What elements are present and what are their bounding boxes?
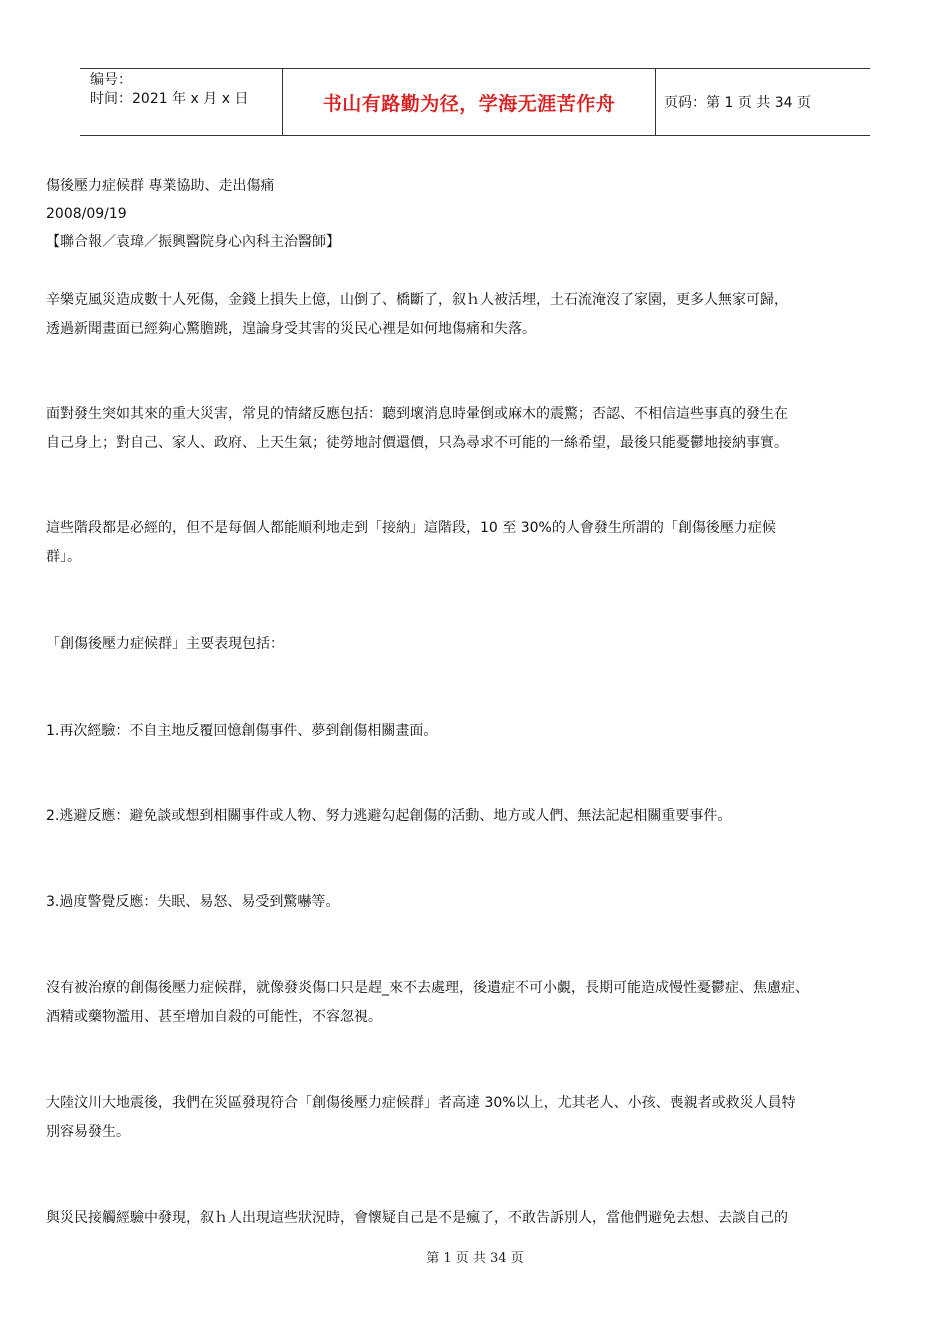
article-date: 2008/09/19 [46,206,127,222]
paragraph-7 [46,1204,788,1233]
list-item-3 [46,888,339,917]
list-item-1-text: 1.再次經驗：不自主地反覆回憶創傷事件、夢到創傷相關畫面。 [46,723,438,739]
header-motto: 书山有路勤为径，学海无涯苦作舟 [282,69,656,135]
paragraph-2-line-2: 自己身上；對自己、家人、政府、上天生氣；徒勞地討價還價，只為尋求不可能的一絲希望，最後只能憂鬱地接納事實。 [46,435,788,451]
article-byline: 【聯合報／袁瑋／振興醫院身心內科主治醫師】 [46,234,340,250]
paragraph-6 [46,1089,796,1147]
list-item-3-text: 3.過度警覺反應：失眠、易怒、易受到驚嚇等。 [46,894,340,910]
paragraph-1-line-1: 辛樂克風災造成數十人死傷，金錢上損失上億，山倒了、橋斷了，叙ｈ人被活埋，土石流淹沒了家園，更多人無家可歸， [46,292,788,308]
article-title: 傷後壓力症候群 專業協助、走出傷痛 [46,178,275,194]
header-page-info: 页码：第 1 页 共 34 页 [664,95,811,111]
list-item-2 [46,802,731,831]
list-item-2-text: 2.逃避反應：避免談或想到相關事件或人物、努力逃避勾起創傷的活動、地方或人們、無法記起相關重要事件。 [46,808,732,824]
article-body [46,172,912,1226]
paragraph-6-line-1: 大陸汶川大地震後，我們在災區發現符合「創傷後壓力症候群」者高達 30%以上，尤其老人、小孩、喪親者或救災人員特 [46,1095,796,1111]
paragraph-6-line-2: 別容易發生。 [46,1124,130,1140]
paragraph-5-line-2: 酒精或藥物濫用、甚至增加自殺的可能性，不容忽視。 [46,1009,382,1025]
number-label: 编号： [90,72,132,88]
header-meta [80,69,282,135]
paragraph-3-line-2: 群」。 [46,549,81,565]
paragraph-2-line-1: 面對發生突如其來的重大災害，常見的情緒反應包括：聽到壞消息時暈倒或麻木的震驚；否認、不相信這些事真的發生在 [46,406,788,422]
paragraph-2 [46,400,788,458]
paragraph-4 [46,630,284,659]
page-footer: 第 1 页 共 34 页 [426,1251,524,1266]
paragraph-3 [46,514,776,572]
document-header [80,68,870,136]
paragraph-5 [46,974,809,1032]
list-item-1 [46,717,437,746]
paragraph-4-line-1: 「創傷後壓力症候群」主要表現包括： [46,636,284,652]
paragraph-3-line-1: 這些階段都是必經的，但不是每個人都能順利地走到「接納」這階段，10 至 30%的人會發生所謂的「創傷後壓力症候 [46,520,776,536]
paragraph-7-line-1: 與災民接觸經驗中發現，叙ｈ人出現這些狀況時，會懷疑自己是不是瘋了，不敢告訴別人，當他們避免去想、去談自己的 [46,1210,788,1226]
time-label: 时间：2021 年 x 月 x 日 [90,91,249,107]
paragraph-5-line-1: 沒有被治療的創傷後壓力症候群，就像發炎傷口只是趕_來不去處理，後遺症不可小覷，長期可能造成慢性憂鬱症、焦慮症、 [46,980,809,996]
paragraph-1 [46,286,788,344]
paragraph-1-line-2: 透過新聞畫面已經夠心驚膽跳，遑論身受其害的災民心裡是如何地傷痛和失落。 [46,321,536,337]
